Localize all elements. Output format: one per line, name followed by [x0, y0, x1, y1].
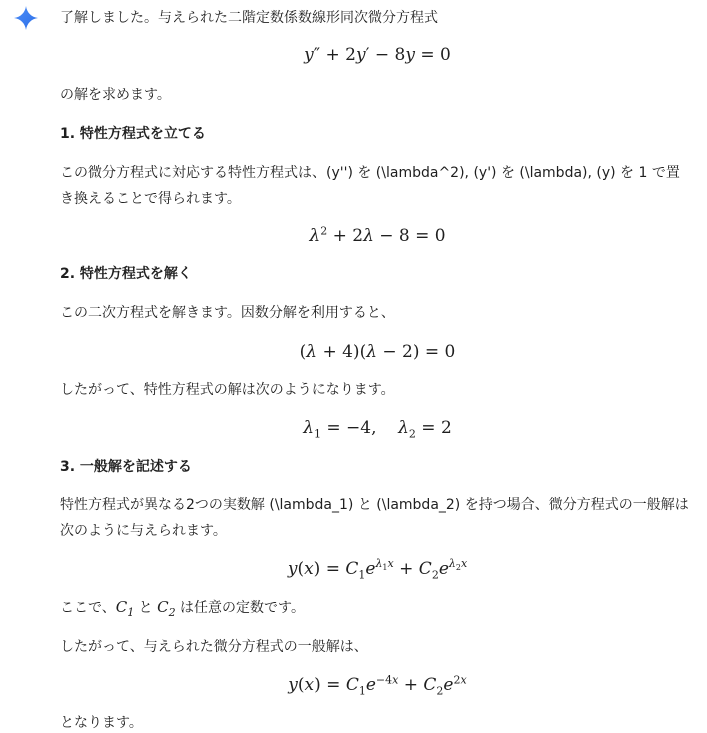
step2-text: この二次方程式を解きます。因数分解を利用すると、: [60, 305, 395, 321]
step3-text: 特性方程式が異なる2つの実数解 (\lambda_1) と (\lambda_2) を持つ場合、微分方程式の一般解は次のように与えられます。: [60, 497, 689, 539]
step3-equation: $y(x) = C_1e^{\lambda_1x} + C_2e^{\lambda_2x}$: [287, 557, 468, 582]
gemini-sparkle-icon: [14, 6, 38, 30]
step3-text2: したがって、与えられた微分方程式の一般解は、: [60, 639, 368, 655]
step1-equation: $\lambda^2 + 2\lambda - 8 = 0$: [309, 224, 446, 246]
general-solution: $y(x) = C_1e^{-4x} + C_2e^{2x}$: [288, 673, 467, 698]
closing-text: となります。: [60, 715, 143, 731]
step3-constants-text: ここで、$C_1$ と $C_2$ は任意の定数です。: [60, 598, 305, 619]
intro-text: 了解しました。与えられた二階定数係数線形同次微分方程式: [60, 10, 438, 26]
step1-heading: 1. 特性方程式を立てる: [60, 126, 206, 142]
step3-heading: 3. 一般解を記述する: [60, 459, 192, 475]
intro-suffix-text: の解を求めます。: [60, 87, 171, 103]
step2-text2: したがって、特性方程式の解は次のようになります。: [60, 382, 395, 398]
step2-heading: 2. 特性方程式を解く: [60, 266, 192, 282]
step2-equation: (λ + 4)(λ − 2) = 0: [299, 342, 456, 362]
step1-text: この微分方程式に対応する特性方程式は、(y'') を (\lambda^2), (y') を (\lambda), (y) を 1 で置き換えることで得られます。: [60, 165, 680, 207]
step2-roots: $\lambda_1 = -4$, $\lambda_2 = 2$: [303, 418, 452, 441]
main-equation: y″ + 2y′ − 8y = 0: [304, 45, 451, 65]
